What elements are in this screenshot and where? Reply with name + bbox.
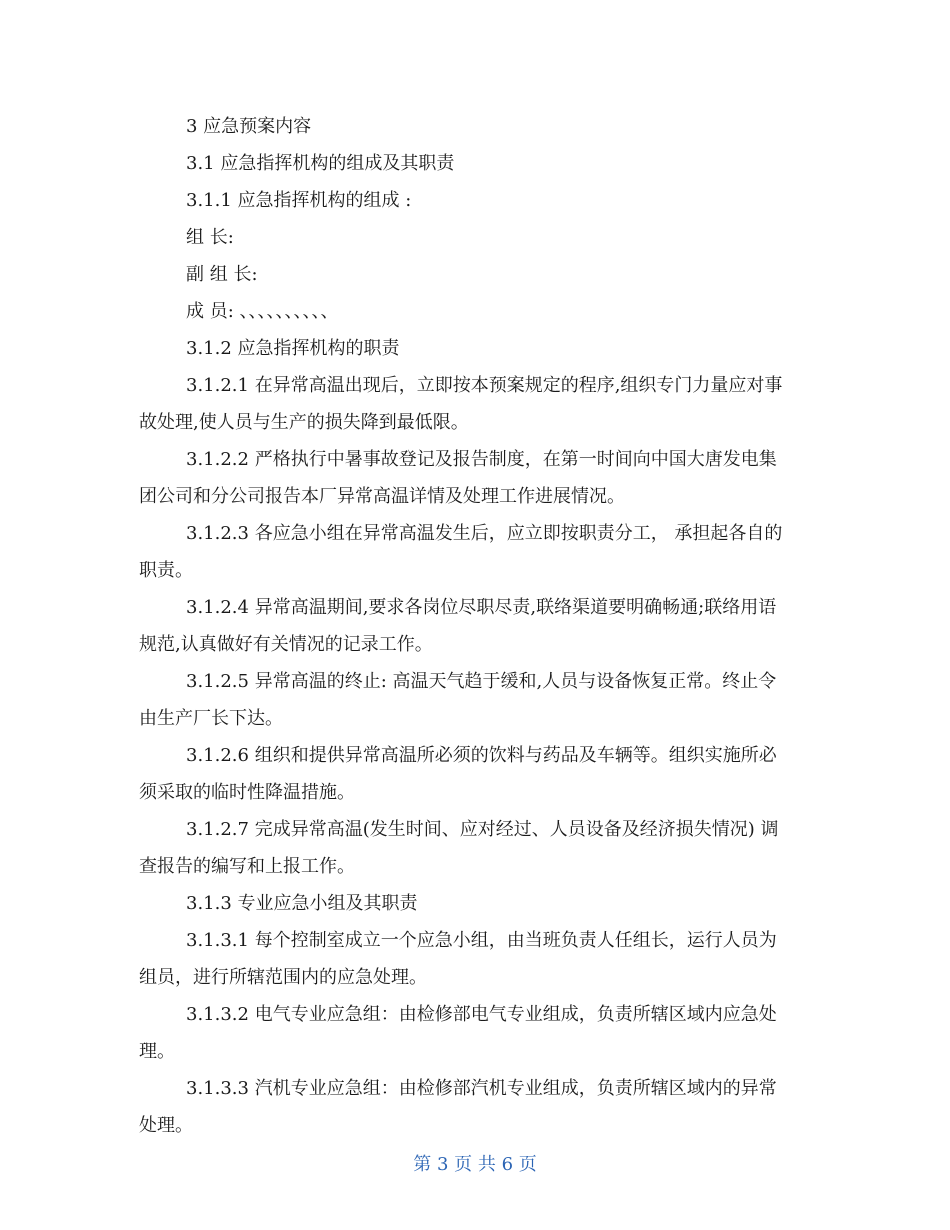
paragraph-first-line: 3.1.2.4 异常高温期间,要求各岗位尽职尽责,联络渠道要明确畅通;联络用语 bbox=[186, 597, 777, 618]
paragraph bbox=[139, 737, 819, 811]
paragraph-first-line: 3.1.2.5 异常高温的终止: 高温天气趋于缓和,人员与设备恢复正常。终止令 bbox=[186, 671, 777, 692]
paragraph-continuation: 规范,认真做好有关情况的记录工作。 bbox=[139, 634, 433, 655]
paragraph-first-line: 3.1.3.2 电气专业应急组：由检修部电气专业组成，负责所辖区域内应急处 bbox=[186, 1004, 777, 1025]
paragraph-continuation: 查报告的编写和上报工作。 bbox=[139, 856, 355, 877]
paragraph-continuation: 须采取的临时性降温措施。 bbox=[139, 782, 355, 803]
deputy-leader-field: 副 组 长: bbox=[186, 264, 258, 285]
paragraph-continuation: 故处理,使人员与生产的损失降到最低限。 bbox=[139, 412, 469, 433]
subsection-heading: 3.1.3 专业应急小组及其职责 bbox=[186, 893, 418, 914]
members-field: 成 员: 、、、、、、、、、、 bbox=[186, 301, 339, 322]
paragraph-continuation: 处理。 bbox=[139, 1115, 193, 1136]
paragraph-continuation: 组员，进行所辖范围内的应急处理。 bbox=[139, 967, 427, 988]
paragraph bbox=[139, 922, 819, 996]
paragraph-first-line: 3.1.3.1 每个控制室成立一个应急小组，由当班负责人任组长，运行人员为 bbox=[186, 930, 777, 951]
paragraph-first-line: 3.1.2.6 组织和提供异常高温所必须的饮料与药品及车辆等。组织实施所必 bbox=[186, 745, 777, 766]
paragraph-first-line: 3.1.2.1 在异常高温出现后，立即按本预案规定的程序,组织专门力量应对事 bbox=[186, 375, 783, 396]
paragraph bbox=[139, 1070, 819, 1144]
page-number-footer: 第 3 页 共 6 页 bbox=[413, 1154, 537, 1175]
paragraph-first-line: 3.1.2.3 各应急小组在异常高温发生后，应立即按职责分工， 承担起各自的 bbox=[186, 523, 783, 544]
paragraph-continuation: 由生产厂长下达。 bbox=[139, 708, 283, 729]
section-heading: 3 应急预案内容 bbox=[186, 116, 312, 137]
paragraph-first-line: 3.1.2.2 严格执行中暑事故登记及报告制度，在第一时间向中国大唐发电集 bbox=[186, 449, 777, 470]
paragraph-first-line: 3.1.2.7 完成异常高温(发生时间、应对经过、人员设备及经济损失情况) 调 bbox=[186, 819, 779, 840]
paragraph bbox=[139, 996, 819, 1070]
paragraph bbox=[139, 811, 819, 885]
subsection-heading: 3.1.2 应急指挥机构的职责 bbox=[186, 338, 400, 359]
paragraph bbox=[139, 367, 819, 441]
paragraph-continuation: 理。 bbox=[139, 1041, 175, 1062]
paragraph-continuation: 团公司和分公司报告本厂异常高温详情及处理工作进展情况。 bbox=[139, 486, 625, 507]
paragraph bbox=[139, 441, 819, 515]
paragraph bbox=[139, 515, 819, 589]
subsection-heading: 3.1 应急指挥机构的组成及其职责 bbox=[186, 153, 455, 174]
paragraph bbox=[139, 663, 819, 737]
paragraph bbox=[139, 589, 819, 663]
subsection-heading: 3.1.1 应急指挥机构的组成 : bbox=[186, 190, 412, 211]
paragraph-continuation: 职责。 bbox=[139, 560, 193, 581]
leader-field: 组 长: bbox=[186, 227, 234, 248]
paragraph-first-line: 3.1.3.3 汽机专业应急组：由检修部汽机专业组成，负责所辖区域内的异常 bbox=[186, 1078, 777, 1099]
document-body bbox=[139, 108, 819, 1144]
